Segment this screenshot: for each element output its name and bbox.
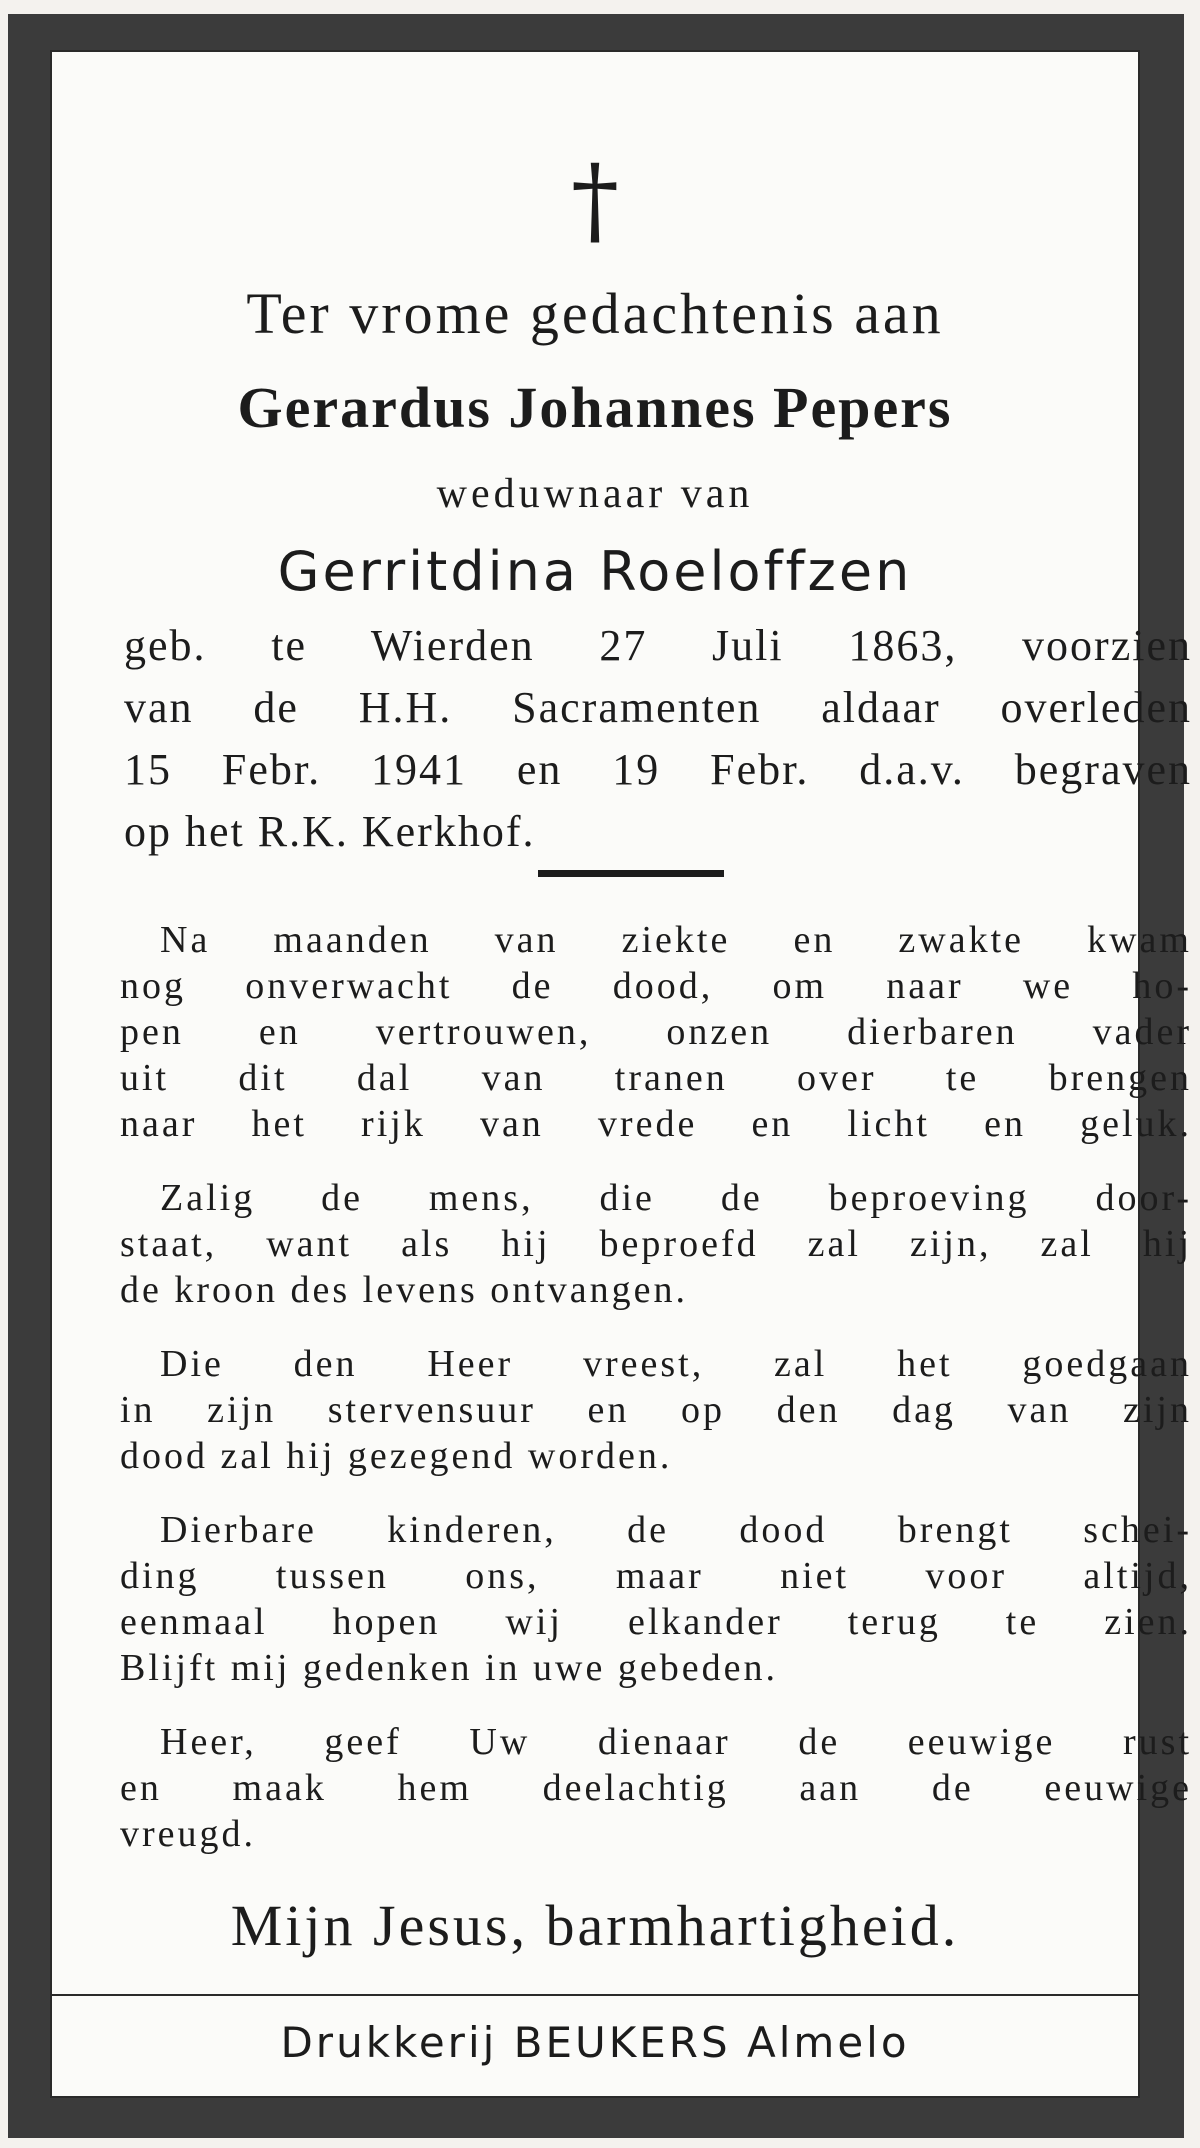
verse-line: nog onverwacht de dood, om naar we ho- xyxy=(120,965,1192,1007)
memorial-card xyxy=(8,14,1192,2138)
verse-line: en maak hem deelachtig aan de eeuwige xyxy=(120,1767,1192,1809)
verse-line: Zalig de mens, die de beproeving door- xyxy=(160,1177,1192,1219)
verse-line: de kroon des levens ontvangen. xyxy=(120,1269,689,1311)
verse-line: vreugd. xyxy=(120,1813,257,1855)
verse-line: dood zal hij gezegend worden. xyxy=(120,1435,673,1477)
widower-of-text: weduwnaar van xyxy=(436,471,754,517)
intro-text: Ter vrome gedachtenis aan xyxy=(246,281,944,346)
cross-icon: † xyxy=(571,144,619,256)
closing-prayer: Mijn Jesus, barmhartigheid. xyxy=(230,1893,960,1958)
printer-credit: Drukkerij BEUKERS Almelo xyxy=(280,2018,910,2067)
bottom-rule xyxy=(52,1994,1138,1996)
verse-line: Na maanden van ziekte en zwakte kwam xyxy=(160,919,1192,961)
verse-line: Die den Heer vreest, zal het goedgaan xyxy=(160,1343,1192,1385)
bio-line: van de H.H. Sacramenten aldaar overleden xyxy=(124,683,1192,732)
verse-line: pen en vertrouwen, onzen dierbaren vader xyxy=(120,1011,1192,1053)
spouse-name: Gerritdina Roeloffzen xyxy=(277,540,913,603)
verse-line: uit dit dal van tranen over te brengen xyxy=(120,1057,1192,1099)
bio-line: op het R.K. Kerkhof. xyxy=(124,807,536,856)
verse-line: in zijn stervensuur en op den dag van zijn xyxy=(120,1389,1192,1431)
verse-line: naar het rijk van vrede en licht en geluk. xyxy=(120,1103,1192,1145)
verse-line: eenmaal hopen wij elkander terug te zien. xyxy=(120,1601,1192,1643)
verse-line: Blijft mij gedenken in uwe gebeden. xyxy=(120,1647,778,1689)
verse-line: Heer, geef Uw dienaar de eeuwige rust xyxy=(160,1721,1192,1763)
bio-line: 15 Febr. 1941 en 19 Febr. d.a.v. begraven xyxy=(124,745,1192,794)
divider-rule xyxy=(538,870,724,877)
deceased-name: Gerardus Johannes Pepers xyxy=(237,375,953,440)
verse-line: staat, want als hij beproefd zal zijn, zal hij xyxy=(120,1223,1192,1265)
card-frame xyxy=(50,50,1192,2098)
bio-line: geb. te Wierden 27 Juli 1863, voorzien xyxy=(124,621,1192,670)
verse-line: ding tussen ons, maar niet voor altijd, xyxy=(120,1555,1192,1597)
verse-line: Dierbare kinderen, de dood brengt schei- xyxy=(160,1509,1192,1551)
